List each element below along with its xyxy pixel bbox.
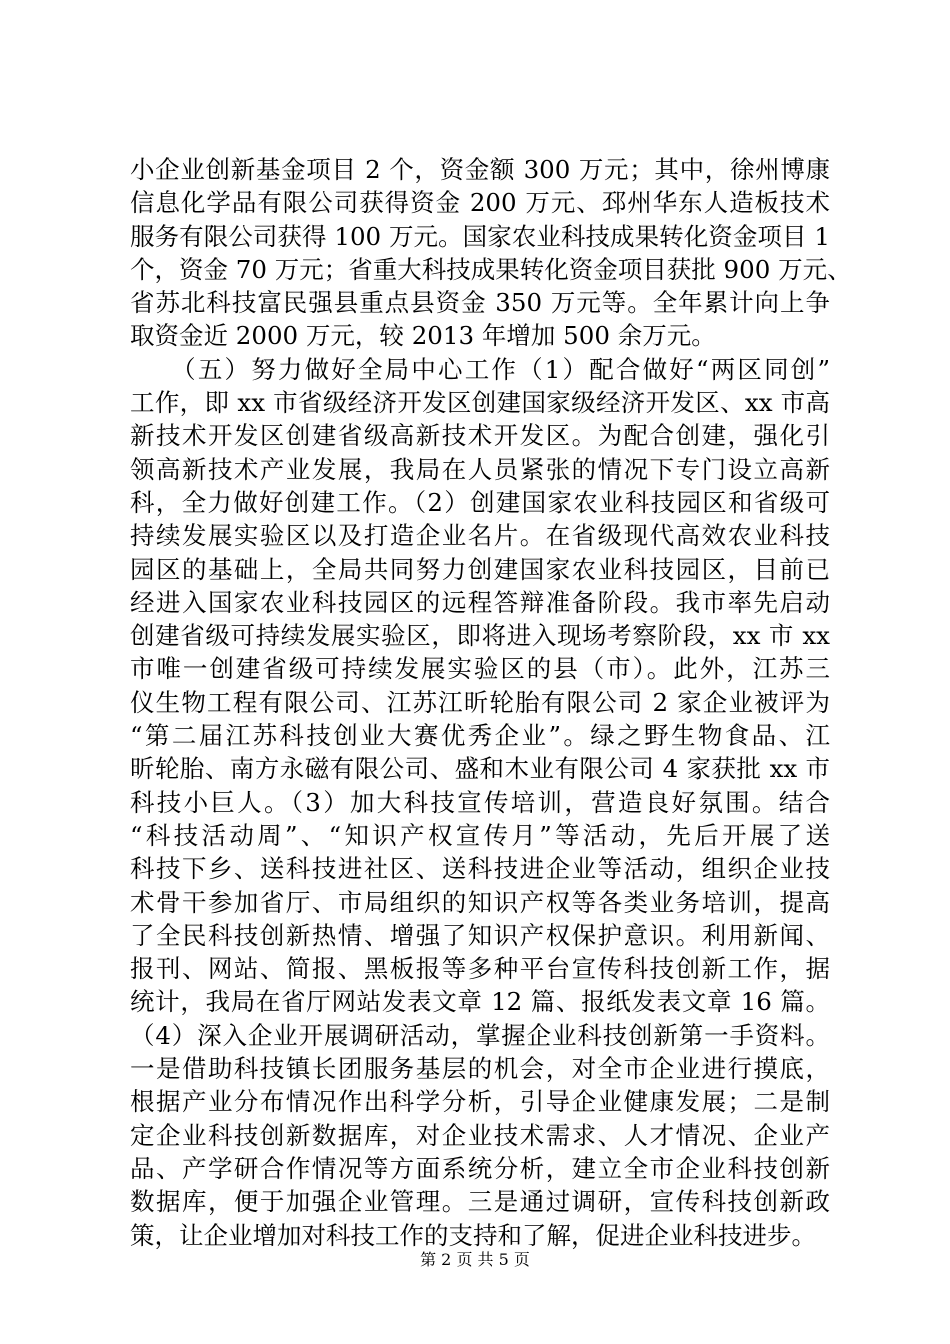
text-line: （五）努力做好全局中心工作（1）配合做好“两区同创”: [130, 354, 830, 384]
text-line: 市唯一创建省级可持续发展实验区的县（市）。此外，江苏三: [130, 654, 830, 684]
text-line: 昕轮胎、南方永磁有限公司、盛和木业有限公司 4 家获批 xx 市: [130, 754, 830, 784]
text-line: 策，让企业增加对科技工作的支持和了解，促进企业科技进步。: [130, 1220, 816, 1250]
text-line: 创建省级可持续发展实验区，即将进入现场考察阶段，xx 市 xx: [130, 621, 830, 651]
text-line: 根据产业分布情况作出科学分析，引导企业健康发展；二是制: [130, 1087, 830, 1117]
text-line: 经进入国家农业科技园区的远程答辩准备阶段。我市率先启动: [130, 587, 830, 617]
text-line: 新技术开发区创建省级高新技术开发区。为配合创建，强化引: [130, 421, 830, 451]
document-body: [130, 153, 852, 1252]
text-line: 了全民科技创新热情、增强了知识产权保护意识。利用新闻、: [130, 920, 830, 950]
text-line: 术骨干参加省厅、市局组织的知识产权等各类业务培训，提高: [130, 887, 830, 917]
text-line: 科技小巨人。（3）加大科技宣传培训，营造良好氛围。结合: [130, 787, 830, 817]
text-line: “第二届江苏科技创业大赛优秀企业”。绿之野生物食品、江: [130, 721, 830, 751]
text-line: 个，资金 70 万元；省重大科技成果转化资金项目获批 900 万元、: [130, 254, 852, 284]
text-line: 品、产学研合作情况等方面系统分析，建立全市企业科技创新: [130, 1153, 830, 1183]
text-line: 定企业科技创新数据库，对企业技术需求、人才情况、企业产: [130, 1120, 830, 1150]
text-line: 小企业创新基金项目 2 个，资金额 300 万元；其中，徐州博康: [130, 155, 830, 184]
text-line: 服务有限公司获得 100 万元。国家农业科技成果转化资金项目 1: [130, 221, 830, 251]
text-line: 数据库，便于加强企业管理。三是通过调研，宣传科技创新政: [130, 1187, 830, 1217]
text-line: 科，全力做好创建工作。（2）创建国家农业科技园区和省级可: [130, 487, 830, 517]
page-footer: 第 2 页 共 5 页: [420, 1250, 530, 1269]
text-line: 领高新技术产业发展，我局在人员紧张的情况下专门设立高新: [130, 454, 830, 484]
text-line: 报刊、网站、简报、黑板报等多种平台宣传科技创新工作，据: [130, 954, 830, 984]
text-line: “科技活动周”、“知识产权宣传月”等活动，先后开展了送: [130, 820, 830, 850]
text-line: 仪生物工程有限公司、江苏江昕轮胎有限公司 2 家企业被评为: [130, 687, 830, 717]
text-line: 信息化学品有限公司获得资金 200 万元、邳州华东人造板技术: [130, 188, 830, 218]
text-line: 园区的基础上，全局共同努力创建国家农业科技园区，目前已: [130, 554, 830, 584]
text-line: 省苏北科技富民强县重点县资金 350 万元等。全年累计向上争: [130, 288, 830, 318]
text-line: 取资金近 2000 万元，较 2013 年增加 500 余万元。: [130, 321, 716, 351]
text-line: 工作，即 xx 市省级经济开发区创建国家级经济开发区、xx 市高: [130, 388, 830, 418]
text-line: （4）深入企业开展调研活动，掌握企业科技创新第一手资料。: [130, 1020, 830, 1050]
text-line: 统计，我局在省厅网站发表文章 12 篇、报纸发表文章 16 篇。: [130, 987, 830, 1017]
text-line: 持续发展实验区以及打造企业名片。在省级现代高效农业科技: [130, 521, 830, 551]
text-line: 科技下乡、送科技进社区、送科技进企业等活动，组织企业技: [130, 854, 830, 884]
text-line: 一是借助科技镇长团服务基层的机会，对全市企业进行摸底，: [130, 1054, 830, 1084]
